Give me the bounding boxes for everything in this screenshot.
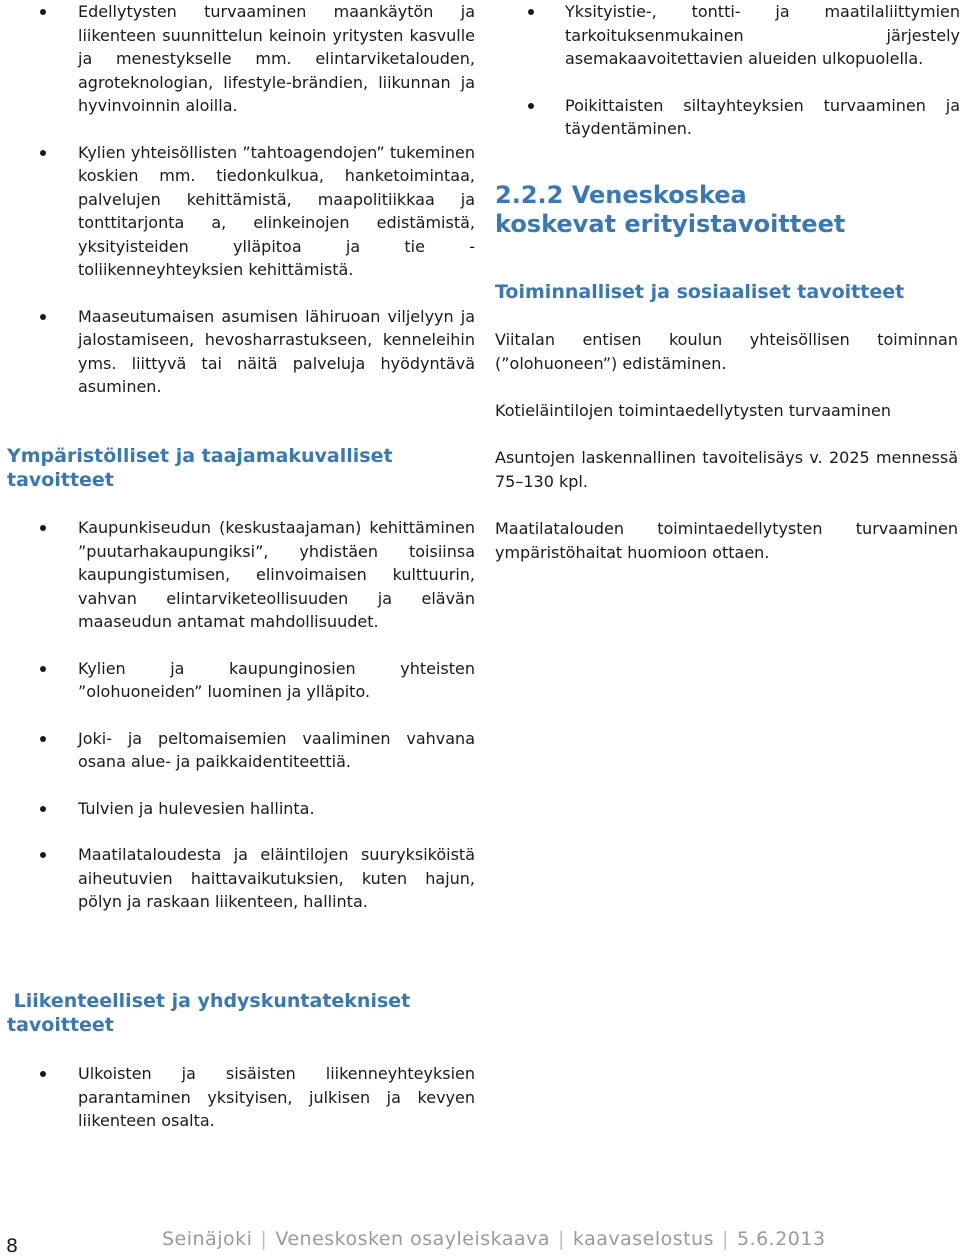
list-item: Maaseutumaisen asumisen lähiruoan viljelyyn ja jalostamiseen, hevosharrastukseen, kenneleihin yms. liittyvä tai näitä palveluja hyödyntävä asuminen. — [0, 305, 475, 399]
footer-plan: Veneskosken osayleiskaava — [275, 1228, 550, 1250]
list-item: Kylien ja kaupunginosien yhteisten ”olohuoneiden” luominen ja ylläpito. — [0, 657, 475, 704]
paragraph: Viitalan entisen koulun yhteisöllisen toiminnan (”olohuoneen”) edistäminen. — [495, 330, 958, 373]
footer-separator: | — [558, 1228, 565, 1250]
section-title: 2.2.2 Veneskoskea koskevat erityistavoitteet — [495, 181, 846, 238]
footer-doc: kaavaselostus — [572, 1228, 715, 1250]
environment-heading: Ympäristölliset ja taajamakuvalliset tavoitteet — [7, 445, 393, 491]
list-item: Poikittaisten siltayhteyksien turvaaminen ja täydentäminen. — [495, 94, 960, 141]
list-item: Yksityistie-, tontti- ja maatilaliittymien tarkoituksenmukainen järjestely asemakaavoitettavien alueiden ulkopuolella. — [495, 0, 960, 71]
list-item: Kylien yhteisöllisten ”tahtoagendojen” tukeminen koskien mm. tiedonkulkua, hanketoimintaa, palvelujen kehittämistä, maapolitiikkaa ja tonttitarjonta a, elinkeinojen edistämistä, yksityisteiden ylläpitoa ja tie -toliikenneyhteyksien kehittämistä. — [0, 141, 475, 282]
paragraph: Kotieläintilojen toimintaedellytysten turvaaminen — [495, 401, 891, 420]
list-item: Maatilataloudesta ja eläintilojen suuryksiköistä aiheutuvien haittavaikutuksien, kuten hajun, pölyn ja raskaan liikenteen, hallinta. — [0, 843, 475, 914]
traffic-goals-list — [0, 1062, 475, 1156]
list-item: Tulvien ja hulevesien hallinta. — [0, 797, 475, 821]
paragraph: Maatilatalouden toimintaedellytysten turvaaminen ympäristöhaitat huomioon ottaen. — [495, 519, 958, 562]
goals-list-top-right — [495, 0, 960, 164]
list-item: Edellytysten turvaaminen maankäytön ja liikenteen suunnittelun keinoin yritysten kasvulle ja menestykselle mm. elintarviketalouden, agroteknologian, lifestyle-brändien, liikunnan ja hyvinvoinnin aloilla. — [0, 0, 475, 118]
traffic-heading: Liikenteelliset ja yhdyskuntatekniset tavoitteet — [7, 990, 417, 1036]
social-goals-heading: Toiminnalliset ja sosiaaliset tavoitteet — [495, 281, 905, 303]
footer-line — [162, 1228, 826, 1250]
list-item: Kaupunkiseudun (keskustaajaman) kehittäminen ”puutarhakaupungiksi”, yhdistäen toisiinsa kaupungistumisen, elinvoimaisen kulttuurin, vahvan elintarviketeollisuuden ja elävän maaseudun antamat mahdollisuudet. — [0, 516, 475, 634]
paragraph: Asuntojen laskennallinen tavoitelisäys v. 2025 mennessä 75–130 kpl. — [495, 448, 958, 491]
footer-separator: | — [260, 1228, 268, 1250]
goals-list-top-left — [0, 0, 475, 422]
list-item: Ulkoisten ja sisäisten liikenneyhteyksien parantaminen yksityisen, julkisen ja kevyen liikenteen osalta. — [0, 1062, 475, 1133]
page-footer — [0, 1226, 960, 1256]
footer-separator: | — [722, 1228, 729, 1250]
page-number: 8 — [6, 1235, 19, 1257]
environment-goals-list — [0, 516, 475, 937]
footer-city: Seinäjoki — [162, 1228, 253, 1250]
list-item: Joki- ja peltomaisemien vaaliminen vahvana osana alue- ja paikkaidentiteettiä. — [0, 727, 475, 774]
footer-date: 5.6.2013 — [736, 1228, 826, 1250]
